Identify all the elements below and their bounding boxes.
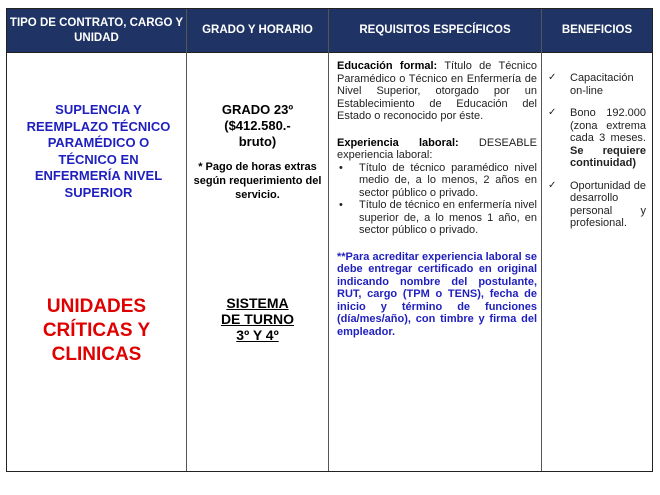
header-grade: GRADO Y HORARIO [187, 9, 328, 53]
header-requirements: REQUISITOS ESPECÍFICOS [329, 9, 541, 53]
check-icon: ✓ [548, 179, 557, 191]
education-paragraph [337, 60, 537, 123]
salary-note: bruto) [238, 134, 277, 149]
bullet-icon: • [339, 199, 343, 211]
benefit-item: ✓ Capacitación on-line [548, 72, 634, 97]
cargo-title: SUPLENCIA Y REEMPLAZO TÉCNICO PARAMÉDICO O TÉCNICO EN ENFERMERÍA NIVEL SUPERIOR [26, 102, 171, 200]
grade-info [191, 102, 324, 150]
list-item: • Título de técnico en enfermería nivel superior de, a lo menos 1 año, en sector público o privado. [339, 199, 537, 236]
benefit-item: ✓ Bono 192.000 (zona extrema cada 3 meses. Se requiere continuidad) [548, 107, 646, 169]
header-contract: TIPO DE CONTRATO, CARGO Y UNIDAD [7, 9, 186, 53]
bullet-icon: • [339, 161, 343, 174]
experience-text: DESEABLE experiencia laboral: [337, 136, 537, 161]
requirements-content [337, 60, 537, 338]
benefits-list [548, 72, 646, 240]
job-table [6, 8, 653, 472]
benefit-item: ✓ Oportunidad de desarrollo personal y profesional. [548, 179, 646, 229]
header-benefits: BENEFICIOS [542, 9, 652, 53]
column-grade [186, 9, 328, 471]
education-text: Título de Técnico Paramédico o Técnico en Enfermería de Nivel Superior, otorgado por un Establecimiento de Educación del Estado o reconocido por éste. [337, 60, 537, 122]
unit-title: UNIDADES CRÍTICAS Y CLINICAS [42, 296, 151, 365]
experience-list [337, 162, 537, 237]
column-benefits [541, 9, 652, 471]
check-icon: ✓ [548, 72, 557, 83]
experience-label: Experiencia laboral: [337, 136, 459, 149]
grade-line: GRADO 23º [221, 102, 294, 117]
salary-line: ($412.580.- [224, 118, 291, 133]
overtime-note: * Pago de horas extras según requerimiento del servicio. [193, 161, 322, 201]
shift-line-2: DE TURNO [220, 311, 295, 327]
shift-line-1: SISTEMA [226, 295, 289, 311]
experience-paragraph [337, 137, 537, 162]
shift-system [191, 295, 324, 343]
list-item: • Título de técnico paramédico nivel medio de, a lo menos, 2 años en sector público o privado. [339, 161, 537, 199]
check-icon: ✓ [548, 107, 557, 118]
column-requirements [328, 9, 541, 471]
certificate-note: **Para acreditar experiencia laboral se debe entregar certificado en original indicando nombre del postulante, RUT, cargo (TPM o TENS), fecha de inicio y término de funciones (día/mes/año), con timbre y firma del empleador. [337, 250, 537, 338]
shift-line-3: 3º Y 4º [236, 327, 279, 343]
education-label: Educación formal: [337, 60, 438, 72]
column-contract [7, 9, 186, 471]
